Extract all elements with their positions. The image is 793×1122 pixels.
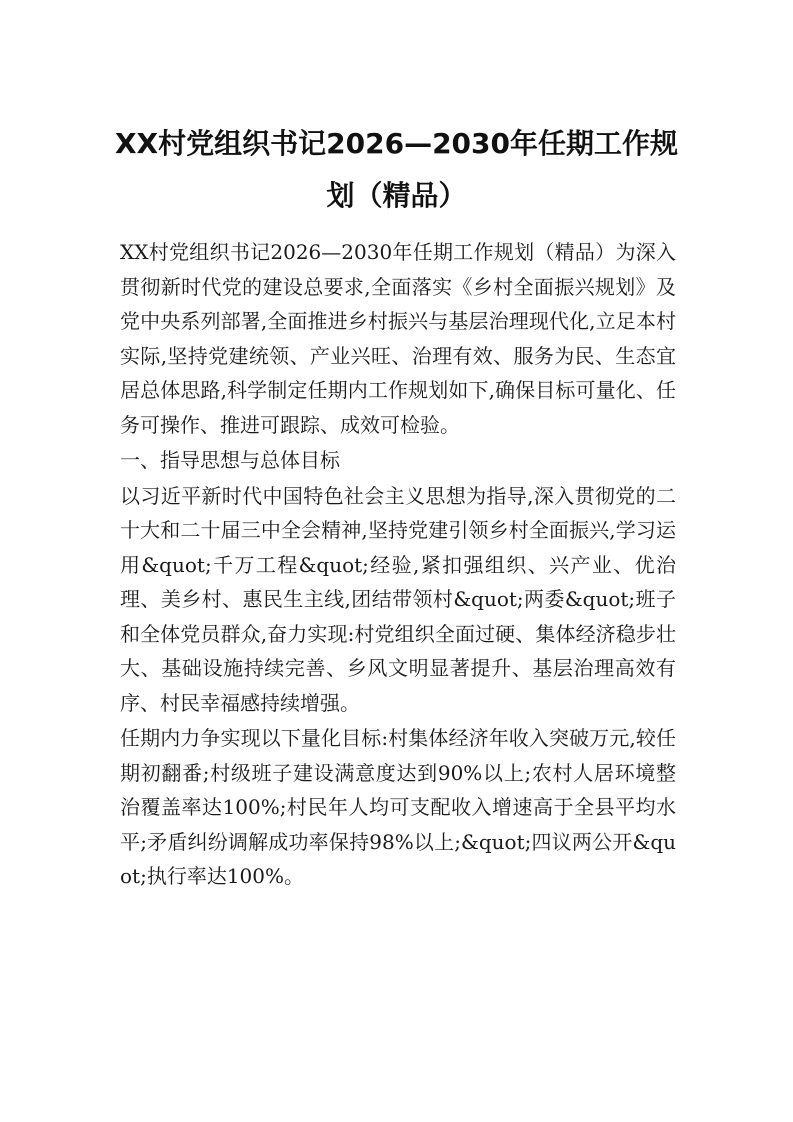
quantified-goals-paragraph: 任期内力争实现以下量化目标:村集体经济年收入突破万元,较任期初翻番;村级班子建设满意度达到90%以上;农村人居环境整治覆盖率达100%;村民年人均可支配收入增速高于全县平均水平;矛盾纠纷调解成功率保持98%以上;&quot;四议两公开&quot;执行率达100%。 xyxy=(120,726,676,888)
section-heading: 一、指导思想与总体目标 xyxy=(120,448,340,472)
document-body xyxy=(120,235,676,894)
intro-paragraph: XX村党组织书记2026—2030年任期工作规划（精品）为深入贯彻新时代党的建设总要求,全面落实《乡村全面振兴规划》及党中央系列部署,全面推进乡村振兴与基层治理现代化,立足本村实际,坚持党建统领、产业兴旺、治理有效、服务为民、生态宜居总体思路,科学制定任期内工作规划如下,确保目标可量化、任务可操作、推进可跟踪、成效可检验。 xyxy=(120,240,676,437)
document-title: XX村党组织书记2026—2030年任期工作规划（精品） xyxy=(114,127,679,212)
guiding-thought-paragraph: 以习近平新时代中国特色社会主义思想为指导,深入贯彻党的二十大和二十届三中全会精神,坚持党建引领乡村全面振兴,学习运用&quot;千万工程&quot;经验,紧扣强组织、兴产业、优治理、美乡村、惠民生主线,团结带领村&quot;两委&quot;班子和全体党员群众,奋力实现:村党组织全面过硬、集体经济稳步壮大、基础设施持续完善、乡风文明显著提升、基层治理高效有序、村民幸福感持续增强。 xyxy=(120,483,676,715)
